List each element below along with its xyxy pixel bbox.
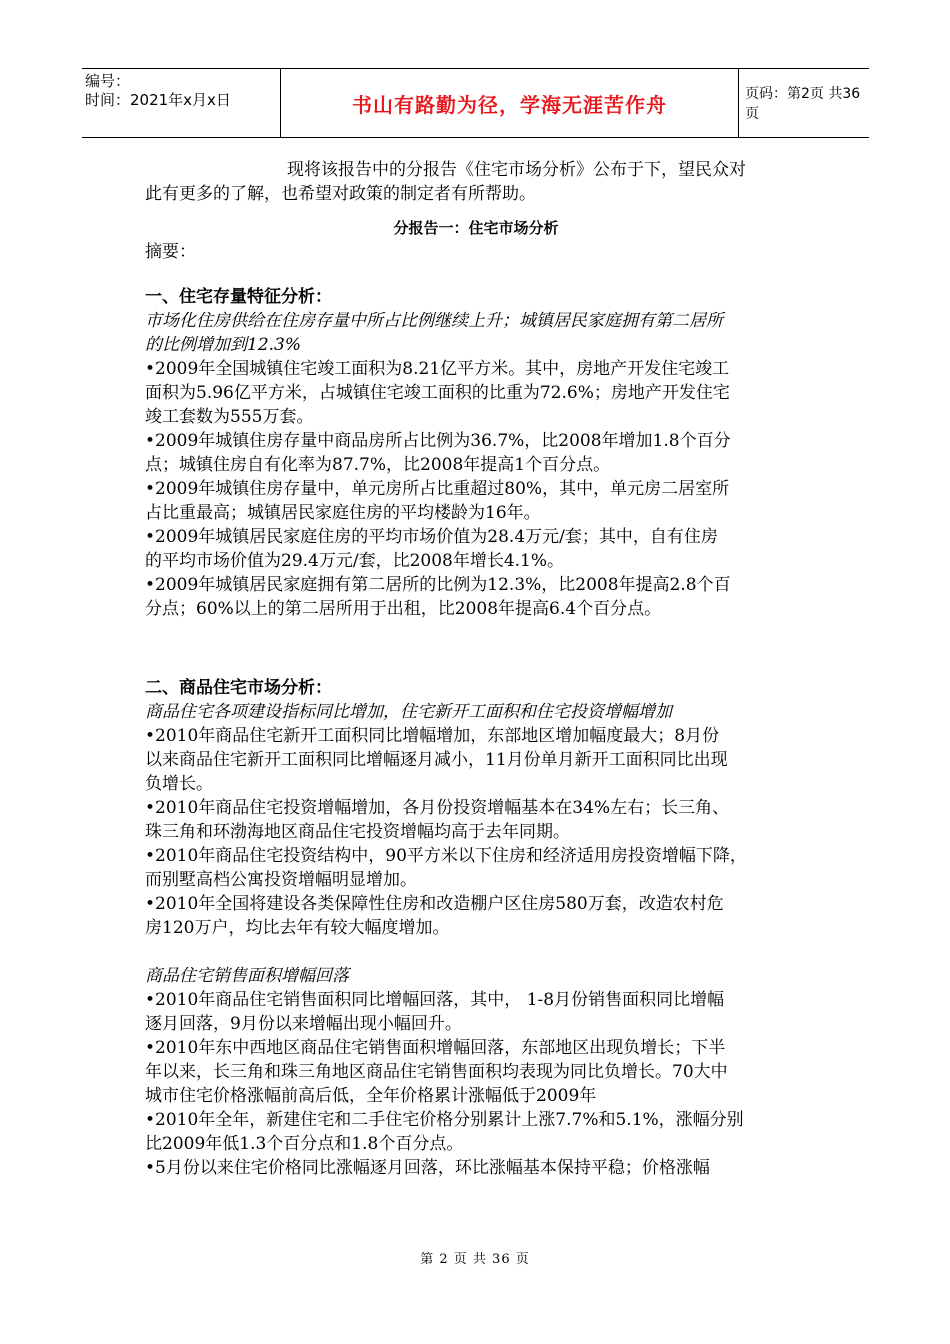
report-title: 分报告一：住宅市场分析 <box>393 219 559 237</box>
section1-line: 分点；60%以上的第二居所用于出租，比2008年提高6.4个百分点。 <box>145 599 662 619</box>
abstract-label: 摘要： <box>145 242 196 262</box>
header-meta <box>82 69 281 137</box>
section1-line: •2009年全国城镇住宅竣工面积为8.21亿平方米。其中，房地产开发住宅竣工 <box>145 359 730 379</box>
section2-line: 逐月回落，9月份以来增幅出现小幅回升。 <box>145 1014 462 1034</box>
section2-heading: 二、商品住宅市场分析： <box>145 678 332 698</box>
page-header <box>82 68 869 138</box>
section2-subtitle-2: 商品住宅销售面积增幅回落 <box>145 966 349 986</box>
section2-line: •2010年东中西地区商品住宅销售面积增幅回落，东部地区出现负增长；下半 <box>145 1038 726 1058</box>
section2-line: 珠三角和环渤海地区商品住宅投资增幅均高于去年同期。 <box>145 822 570 842</box>
intro-line-2: 此有更多的了解，也希望对政策的制定者有所帮助。 <box>145 184 536 204</box>
document-date: 时间：2021年x月x日 <box>85 91 231 109</box>
section2-line: 房120万户，均比去年有较大幅度增加。 <box>145 918 450 938</box>
section1-line: •2009年城镇居民家庭拥有第二居所的比例为12.3%，比2008年提高2.8个百 <box>145 575 731 595</box>
section1-line: 面积为5.96亿平方米，占城镇住宅竣工面积的比重为72.6%；房地产开发住宅 <box>145 383 730 403</box>
header-motto-cell <box>281 69 739 137</box>
section1-line: 点；城镇住房自有化率为87.7%，比2008年提高1个百分点。 <box>145 455 611 475</box>
intro-line-1: 现将该报告中的分报告《住宅市场分析》公布于下，望民众对 <box>287 160 746 180</box>
section2-line: •2010年商品住宅销售面积同比增幅回落，其中， 1-8月份销售面积同比增幅 <box>145 990 725 1010</box>
section1-subtitle-line: 市场化住房供给在住房存量中所占比例继续上升；城镇居民家庭拥有第二居所 <box>145 311 723 331</box>
section1-line: 占比重最高；城镇居民家庭住房的平均楼龄为16年。 <box>145 503 541 523</box>
page-footer: 第 2 页 共 36 页 <box>420 1252 530 1267</box>
section1-heading: 一、住宅存量特征分析： <box>145 287 332 307</box>
section2-line: •2010年商品住宅新开工面积同比增幅增加，东部地区增加幅度最大；8月份 <box>145 726 720 746</box>
section2-line: •2010年全年，新建住宅和二手住宅价格分别累计上涨7.7%和5.1%，涨幅分别 <box>145 1110 744 1130</box>
section1-line: 的平均市场价值为29.4万元/套，比2008年增长4.1%。 <box>145 551 565 571</box>
page-info: 页码：第2页 共36页 <box>745 86 861 122</box>
section1-subtitle-line: 的比例增加到12.3% <box>145 335 302 355</box>
section1-line: •2009年城镇居民家庭住房的平均市场价值为28.4万元/套；其中，自有住房 <box>145 527 718 547</box>
section2-line: 城市住宅价格涨幅前高后低，全年价格累计涨幅低于2009年 <box>145 1086 597 1106</box>
section2-line: 比2009年低1.3个百分点和1.8个百分点。 <box>145 1134 464 1154</box>
section2-line: 年以来，长三角和珠三角地区商品住宅销售面积均表现为同比负增长。70大中 <box>145 1062 728 1082</box>
header-page-info <box>739 69 869 137</box>
section2-line: 负增长。 <box>145 774 213 794</box>
section1-line: •2009年城镇住房存量中商品房所占比例为36.7%，比2008年增加1.8个百分 <box>145 431 731 451</box>
section1-line: 竣工套数为555万套。 <box>145 407 314 427</box>
section2-line: •5月份以来住宅价格同比涨幅逐月回落，环比涨幅基本保持平稳；价格涨幅 <box>145 1158 710 1178</box>
section2-line: 以来商品住宅新开工面积同比增幅逐月减小，11月份单月新开工面积同比出现 <box>145 750 728 770</box>
document-number-label: 编号： <box>85 72 131 90</box>
section1-line: •2009年城镇住房存量中，单元房所占比重超过80%，其中，单元房二居室所 <box>145 479 730 499</box>
section2-line: •2010年商品住宅投资结构中，90平方米以下住房和经济适用房投资增幅下降， <box>145 846 747 866</box>
section2-line: •2010年商品住宅投资增幅增加，各月份投资增幅基本在34%左右；长三角、 <box>145 798 730 818</box>
header-motto: 书山有路勤为径，学海无涯苦作舟 <box>352 92 667 117</box>
section2-line: 而别墅高档公寓投资增幅明显增加。 <box>145 870 417 890</box>
document-body <box>145 158 807 1180</box>
section2-subtitle: 商品住宅各项建设指标同比增加，住宅新开工面积和住宅投资增幅增加 <box>145 702 672 722</box>
section2-line: •2010年全国将建设各类保障性住房和改造棚户区住房580万套，改造农村危 <box>145 894 724 914</box>
